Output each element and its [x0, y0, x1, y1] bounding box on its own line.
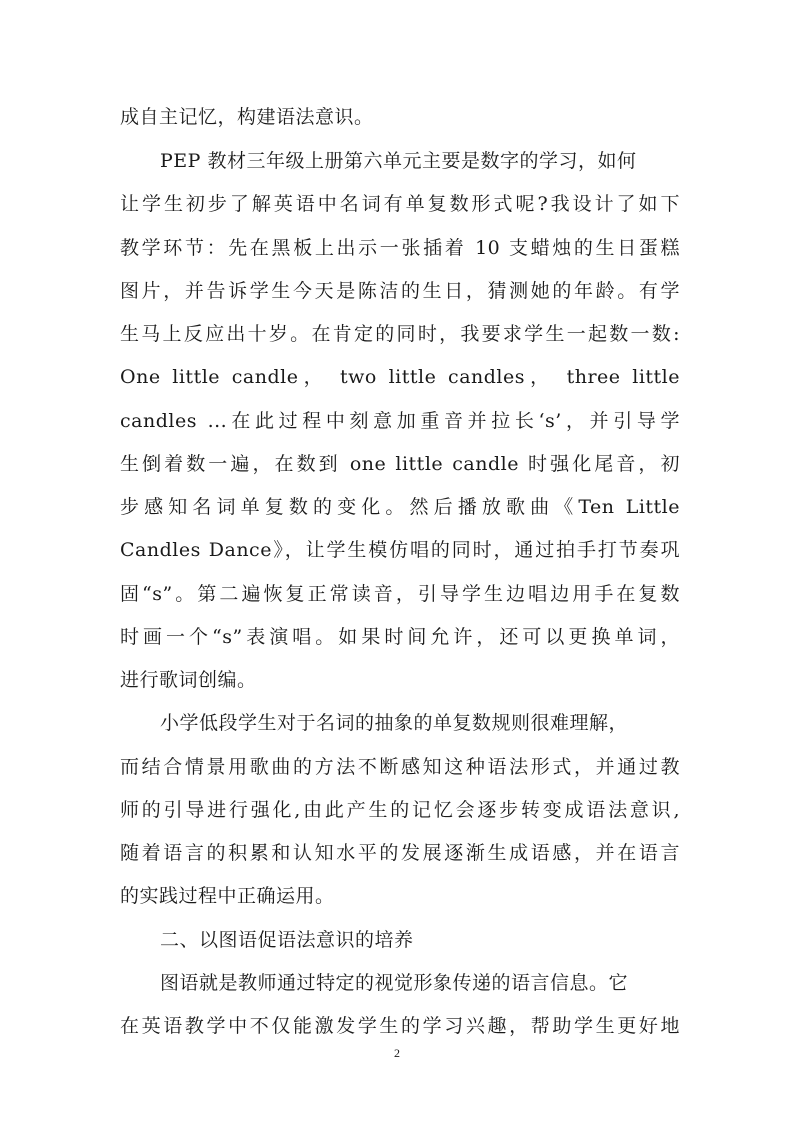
- paragraph-line: 的实践过程中正确运用。: [120, 885, 335, 907]
- paragraph-line: Candles Dance》，让学生模仿唱的同时，通过拍手打节奏巩: [120, 539, 680, 561]
- paragraph-line: candles ...在此过程中刻意加重音并拉长‘s’，并引导学: [120, 410, 680, 432]
- paragraph-line: 时画一个“s”表演唱。如果时间允许，还可以更换单词，: [120, 626, 680, 648]
- paragraph-line: 图语就是教师通过特定的视觉形象传递的语言信息。它: [160, 972, 629, 994]
- paragraph-line: 让学生初步了解英语中名词有单复数形式呢?我设计了如下: [120, 193, 680, 215]
- paragraph-line: 随着语言的积累和认知水平的发展逐渐生成语感，并在语言: [120, 842, 680, 864]
- paragraph-line: 成自主记忆，构建语法意识。: [120, 106, 374, 128]
- paragraph-line: 在英语教学中不仅能激发学生的学习兴趣，帮助学生更好地: [120, 1015, 680, 1037]
- paragraph-line: One little candle， two little candles， three little: [120, 366, 680, 388]
- paragraph-line: PEP 教材三年级上册第六单元主要是数字的学习，如何: [160, 150, 637, 172]
- paragraph-line: 而结合情景用歌曲的方法不断感知这种语法形式，并通过教: [120, 756, 680, 778]
- paragraph-line: 师的引导进行强化,由此产生的记忆会逐步转变成语法意识,: [120, 799, 680, 821]
- paragraph-line: 小学低段学生对于名词的抽象的单复数规则很难理解，: [160, 712, 629, 734]
- paragraph-line: 步感知名词单复数的变化。然后播放歌曲《Ten Little: [120, 496, 680, 518]
- section-heading: 二、以图语促语法意识的培养: [160, 929, 414, 951]
- paragraph-line: 图片，并告诉学生今天是陈洁的生日，猜测她的年龄。有学: [120, 280, 680, 302]
- paragraph-line: 教学环节：先在黑板上出示一张插着 10 支蜡烛的生日蛋糕: [120, 237, 680, 259]
- paragraph-line: 进行歌词创编。: [120, 669, 257, 691]
- paragraph-line: 生马上反应出十岁。在肯定的同时，我要求学生一起数一数:: [120, 323, 680, 345]
- page-number: 2: [394, 1046, 400, 1060]
- paragraph-line: 固“s”。第二遍恢复正常读音，引导学生边唱边用手在复数: [120, 583, 680, 605]
- paragraph-line: 生倒着数一遍，在数到 one little candle 时强化尾音，初: [120, 453, 680, 475]
